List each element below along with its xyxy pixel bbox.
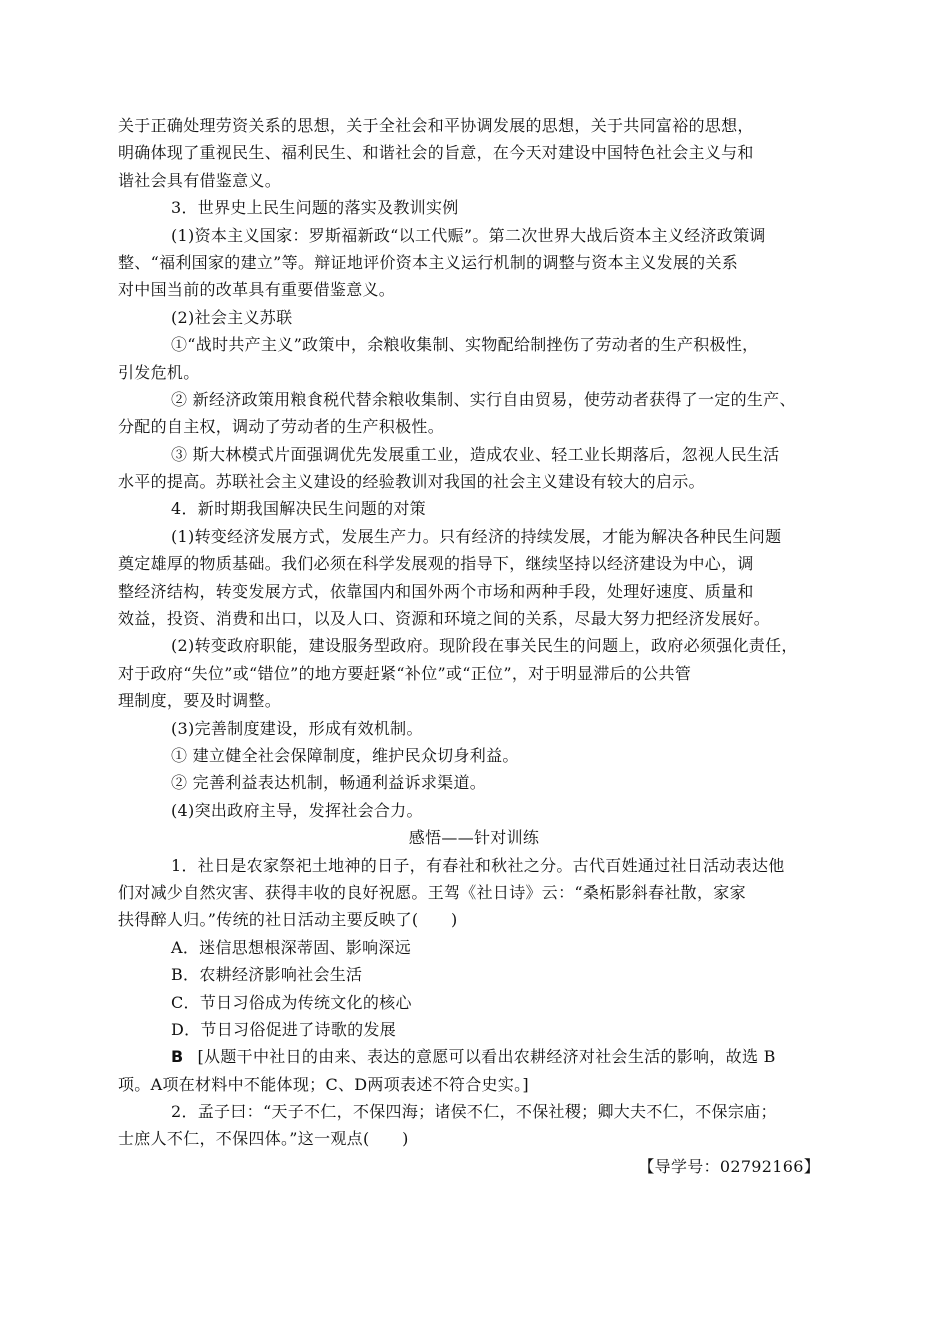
paragraph-line: 谐社会具有借鉴意义。	[118, 170, 282, 190]
section-title: 感悟——针对训练	[408, 828, 540, 848]
paragraph-line: (1)资本主义国家：罗斯福新政“以工代赈”。第二次世界大战后资本主义经济政策调	[171, 225, 766, 245]
paragraph-line: (1)转变经济发展方式，发展生产力。只有经济的持续发展，才能为解决各种民生问题	[171, 526, 782, 546]
paragraph-line: 分配的自主权，调动了劳动者的生产积极性。	[118, 417, 445, 437]
answer-letter: B	[171, 1047, 184, 1067]
paragraph-line: 奠定雄厚的物质基础。我们必须在科学发展观的指导下，继续坚持以经济建设为中心，调	[118, 554, 754, 574]
paragraph-line: ③ 斯大林模式片面强调优先发展重工业，造成农业、轻工业长期落后，忽视人民生活	[171, 444, 780, 464]
option-a: A．迷信思想根深蒂固、影响深远	[171, 937, 412, 957]
subsection-heading: (2)社会主义苏联	[171, 307, 293, 327]
paragraph-line: ①“战时共产主义”政策中，余粮收集制、实物配给制挫伤了劳动者的生产积极性，	[171, 335, 759, 355]
paragraph-line: 关于正确处理劳资关系的思想，关于全社会和平协调发展的思想，关于共同富裕的思想，	[118, 116, 754, 135]
paragraph-line: 明确体现了重视民生、福利民生、和谐社会的旨意，在今天对建设中国特色社会主义与和	[118, 143, 754, 163]
paragraph-line: 效益，投资、消费和出口，以及人口、资源和环境之间的关系，尽最大努力把经济发展好。	[118, 609, 771, 629]
paragraph-line: (2)转变政府职能，建设服务型政府。现阶段在事关民生的问题上，政府必须强化责任，	[171, 636, 798, 656]
question-line: 2．孟子曰：“天子不仁，不保四海；诸侯不仁，不保社稷；卿大夫不仁，不保宗庙；	[171, 1102, 777, 1122]
option-c: C．节日习俗成为传统文化的核心	[171, 992, 412, 1012]
paragraph-line: 整经济结构，转变发展方式，依靠国内和国外两个市场和两种手段，处理好速度、质量和	[118, 581, 754, 601]
paragraph-line: 整、“福利国家的建立”等。辩证地评价资本主义运行机制的调整与资本主义发展的关系	[118, 252, 739, 272]
paragraph-line: ① 建立健全社会保障制度，维护民众切身利益。	[171, 745, 519, 765]
document-page	[118, 112, 830, 1180]
paragraph-line: ② 完善利益表达机制，畅通利益诉求渠道。	[171, 773, 487, 793]
section-heading: 3．世界史上民生问题的落实及教训实例	[171, 198, 459, 218]
option-b: B．农耕经济影响社会生活	[171, 965, 363, 985]
paragraph-line: ② 新经济政策用粮食税代替余粮收集制、实行自由贸易，使劳动者获得了一定的生产、	[171, 389, 796, 409]
question-line: 们对减少自然灾害、获得丰收的良好祝愿。王驾《社日诗》云：“桑柘影斜春社散，家家	[118, 882, 746, 902]
guide-number: 【导学号：02792166】	[638, 1156, 820, 1176]
paragraph-line: 水平的提高。苏联社会主义建设的经验教训对我国的社会主义建设有较大的启示。	[118, 472, 705, 492]
paragraph-line: 引发危机。	[118, 362, 200, 382]
paragraph-line: (3)完善制度建设，形成有效机制。	[171, 718, 423, 738]
question-line: 扶得醉人归。”传统的社日活动主要反映了( )	[118, 910, 458, 930]
answer-explanation: [从题干中社日的由来、表达的意愿可以看出农耕经济对社会生活的影响，故选 B	[197, 1047, 776, 1067]
question-line: 1．社日是农家祭祀土地神的日子，有春社和秋社之分。古代百姓通过社日活动表达他	[171, 855, 785, 875]
paragraph-line: (4)突出政府主导，发挥社会合力。	[171, 800, 423, 820]
paragraph-line: 理制度，要及时调整。	[118, 691, 282, 711]
section-heading: 4．新时期我国解决民生问题的对策	[171, 499, 426, 519]
paragraph-line: 对于政府“失位”或“错位”的地方要赶紧“补位”或“正位”，对于明显滞后的公共管	[118, 663, 692, 683]
question-line: 士庶人不仁，不保四体。”这一观点( )	[118, 1129, 409, 1149]
answer-line: 项。A项在材料中不能体现；C、D两项表述不符合史实。]	[118, 1074, 529, 1094]
paragraph-line: 对中国当前的改革具有重要借鉴意义。	[118, 280, 396, 300]
answer-line	[118, 1043, 830, 1070]
option-d: D．节日习俗促进了诗歌的发展	[171, 1019, 397, 1039]
